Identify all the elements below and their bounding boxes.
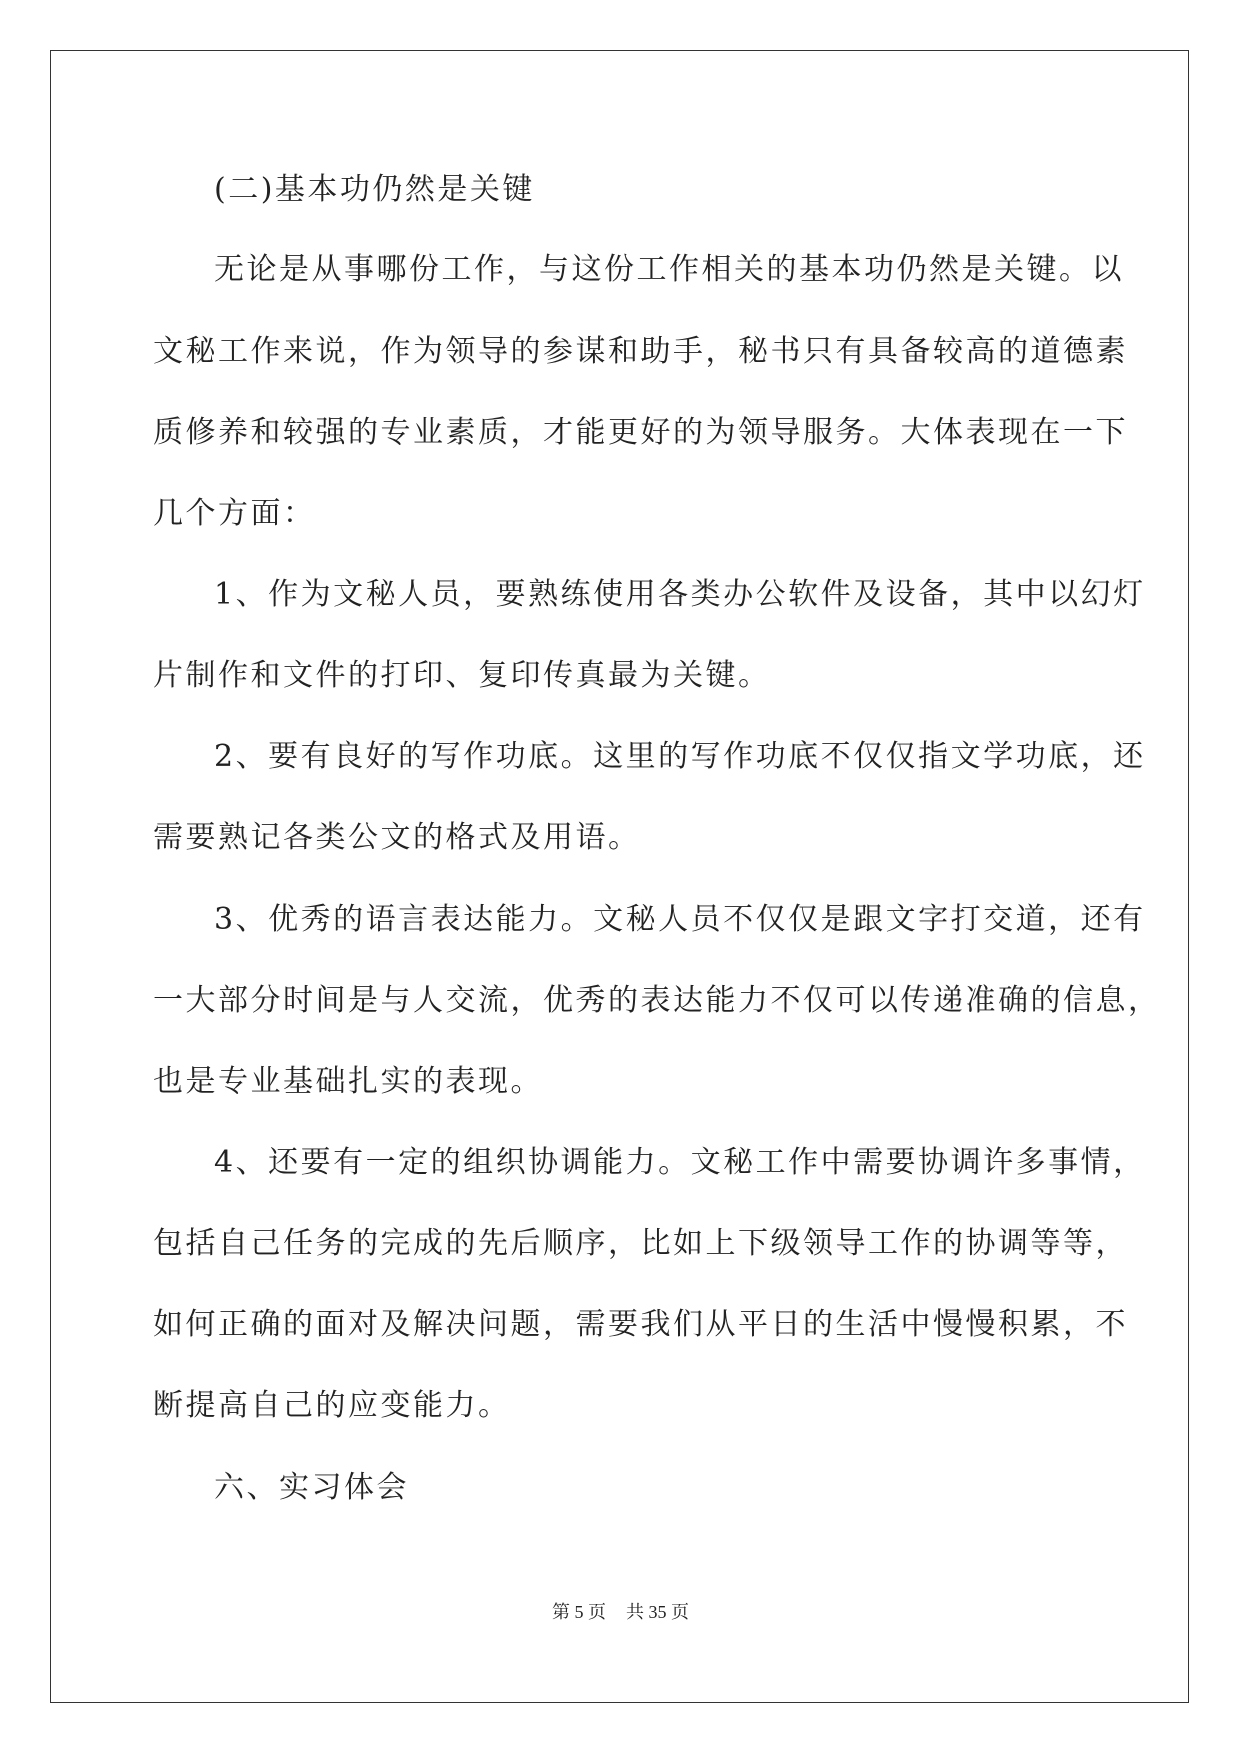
paragraph-line: 也是专业基础扎实的表现。 <box>153 1064 543 1099</box>
current-page-label: 第 5 页 <box>552 1602 606 1622</box>
paragraph-line: 几个方面： <box>153 496 316 531</box>
total-pages-label: 共 35 页 <box>626 1602 689 1622</box>
section-heading: (二)基本功仍然是关键 <box>214 172 535 207</box>
paragraph-line: 无论是从事哪份工作，与这份工作相关的基本功仍然是关键。以 <box>214 252 1124 287</box>
paragraph-line: 1、作为文秘人员，要熟练使用各类办公软件及设备，其中以幻灯 <box>214 577 1146 612</box>
page-footer <box>0 1598 1241 1624</box>
paragraph-line: 3、优秀的语言表达能力。文秘人员不仅仅是跟文字打交道，还有 <box>214 902 1146 937</box>
paragraph-line: 如何正确的面对及解决问题，需要我们从平日的生活中慢慢积累，不 <box>153 1307 1128 1342</box>
paragraph-line: 2、要有良好的写作功底。这里的写作功底不仅仅指文学功底，还 <box>214 739 1146 774</box>
paragraph-line: 需要熟记各类公文的格式及用语。 <box>153 820 641 855</box>
section-heading: 六、实习体会 <box>214 1470 409 1505</box>
paragraph-line: 文秘工作来说，作为领导的参谋和助手，秘书只有具备较高的道德素 <box>153 334 1128 369</box>
paragraph-line: 一大部分时间是与人交流，优秀的表达能力不仅可以传递准确的信息， <box>153 983 1161 1018</box>
page-border <box>50 50 1189 1703</box>
paragraph-line: 片制作和文件的打印、复印传真最为关键。 <box>153 658 771 693</box>
paragraph-line: 包括自己任务的完成的先后顺序，比如上下级领导工作的协调等等， <box>153 1226 1128 1261</box>
paragraph-line: 断提高自己的应变能力。 <box>153 1388 511 1423</box>
paragraph-line: 质修养和较强的专业素质，才能更好的为领导服务。大体表现在一下 <box>153 415 1128 450</box>
paragraph-line: 4、还要有一定的组织协调能力。文秘工作中需要协调许多事情， <box>214 1145 1146 1180</box>
